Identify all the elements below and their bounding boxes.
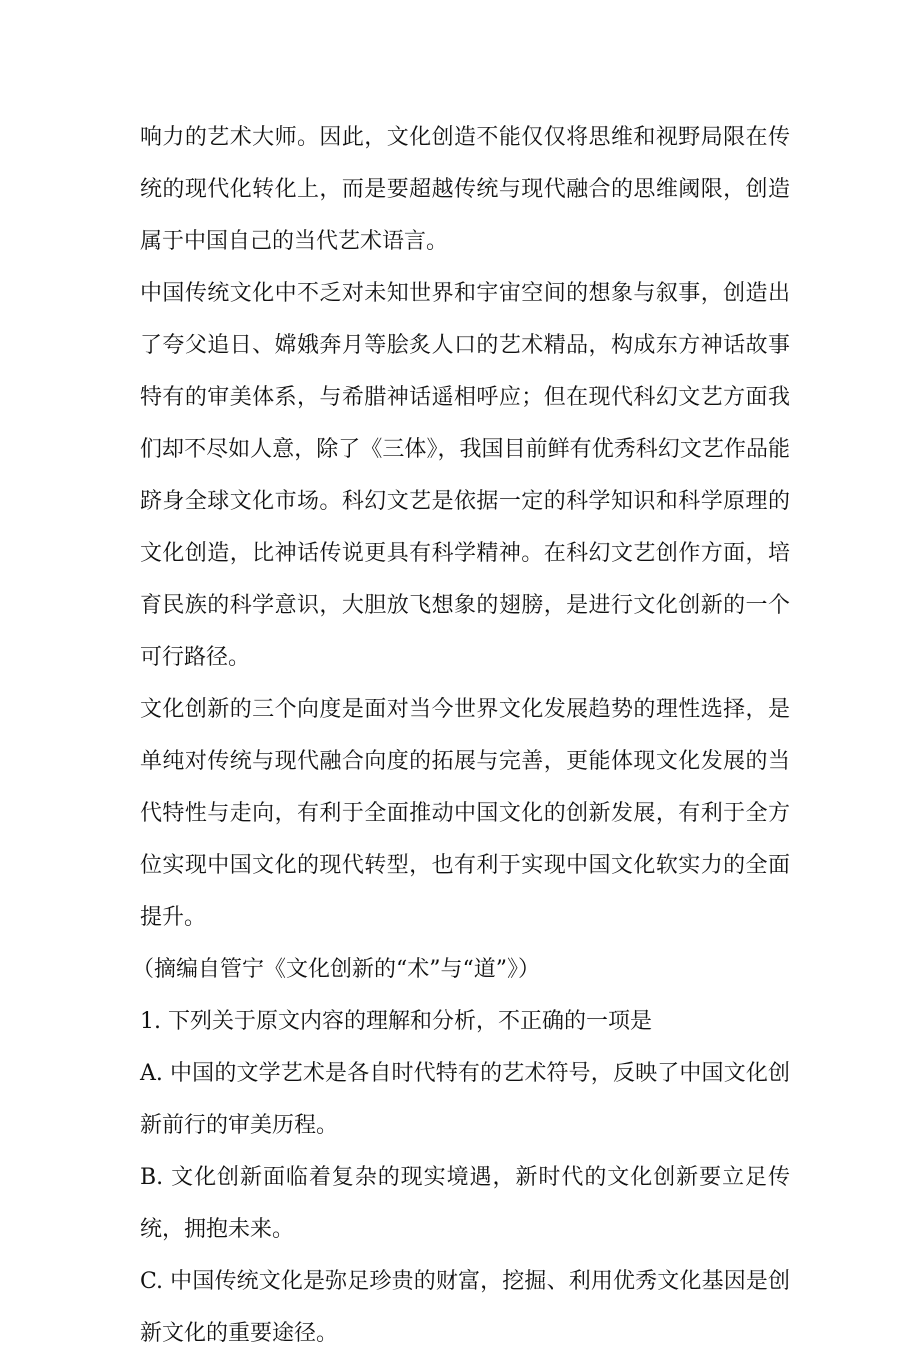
question-stem: 1. 下列关于原文内容的理解和分析，不正确的一项是 bbox=[140, 1009, 652, 1034]
document-page bbox=[132, 112, 790, 1360]
option-c: C. 中国传统文化是弥足珍贵的财富，挖掘、利用优秀文化基因是创新文化的重要途径。 bbox=[140, 1269, 790, 1346]
option-b: B. 文化创新面临着复杂的现实境遇，新时代的文化创新要立足传统，拥抱未来。 bbox=[140, 1165, 790, 1242]
paragraph-three-dimensions: 文化创新的三个向度是面对当今世界文化发展趋势的理性选择，是单纯对传统与现代融合向度的拓展与完善，更能体现文化发展的当代特性与走向，有利于全面推动中国文化的创新发展，有利于全方位实现中国文化的现代转型，也有利于实现中国文化软实力的全面提升。 bbox=[140, 697, 790, 930]
option-a: A. 中国的文学艺术是各自时代特有的艺术符号，反映了中国文化创新前行的审美历程。 bbox=[140, 1061, 790, 1138]
paragraph-science-fiction: 中国传统文化中不乏对未知世界和宇宙空间的想象与叙事，创造出了夸父追日、嫦娥奔月等脍炙人口的艺术精品，构成东方神话故事特有的审美体系，与希腊神话遥相呼应；但在现代科幻文艺方面我们却不尽如人意，除了《三体》，我国目前鲜有优秀科幻文艺作品能跻身全球文化市场。科幻文艺是依据一定的科学知识和科学原理的文化创造，比神话传说更具有科学精神。在科幻文艺创作方面，培育民族的科学意识，大胆放飞想象的翅膀，是进行文化创新的一个可行路径。 bbox=[140, 281, 790, 670]
source-citation: （摘编自管宁《文化创新的“术”与“道”》） bbox=[132, 957, 540, 982]
paragraph-continuation: 响力的艺术大师。因此，文化创造不能仅仅将思维和视野局限在传统的现代化转化上，而是要超越传统与现代融合的思维阈限，创造属于中国自己的当代艺术语言。 bbox=[140, 125, 790, 254]
